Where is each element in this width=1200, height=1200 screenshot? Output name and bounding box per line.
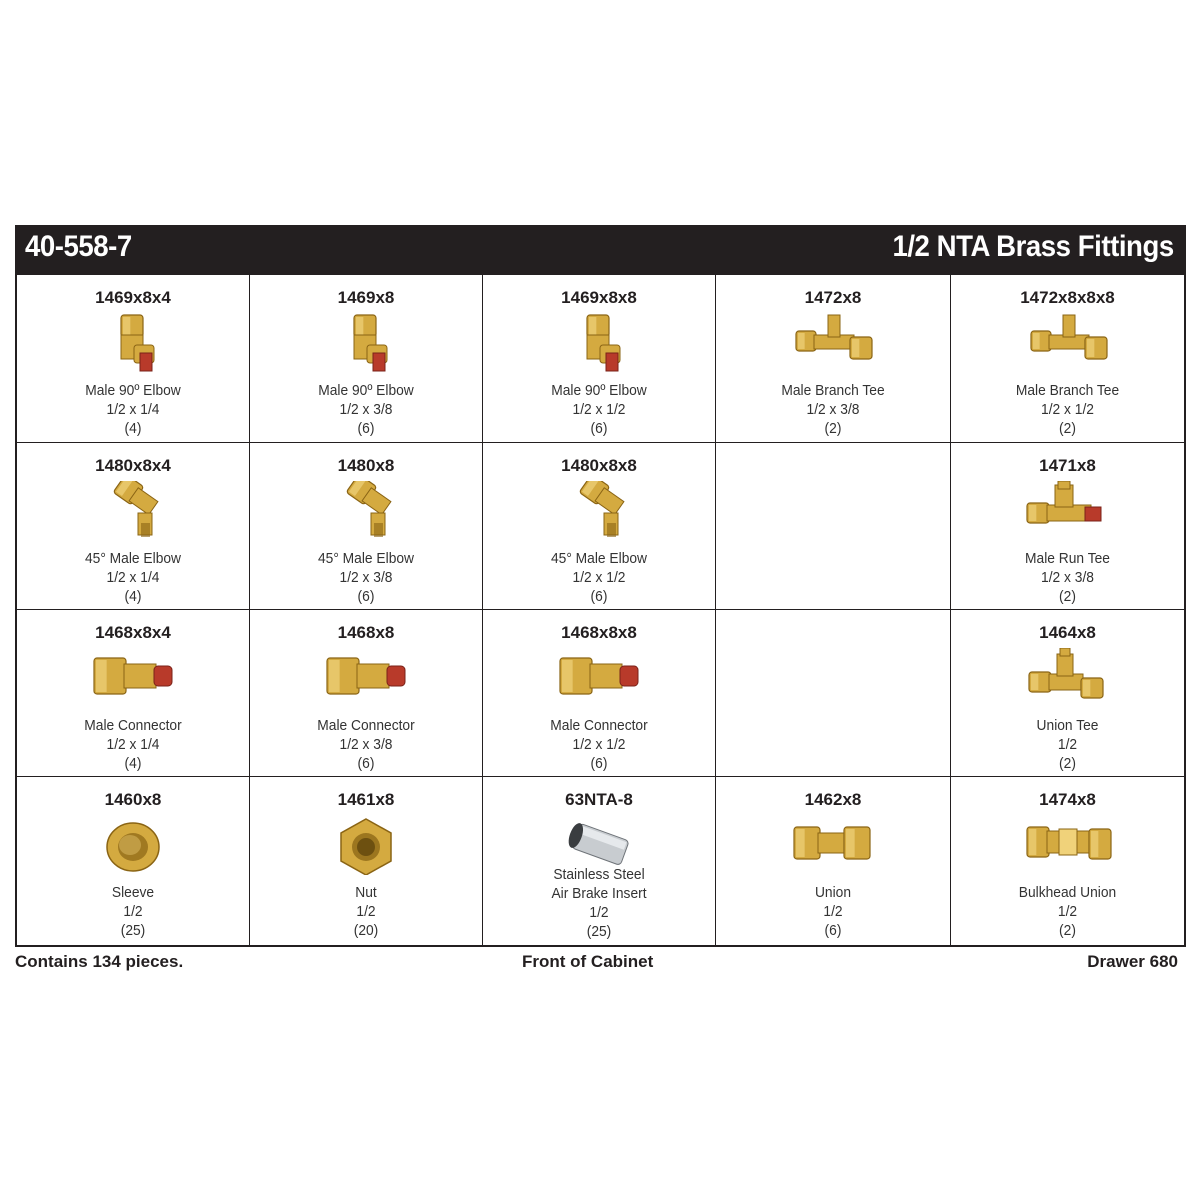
part-code: 1472x8 [804,288,862,307]
fitting-description [250,549,482,606]
male-90-elbow-icon [321,313,411,373]
union-icon [788,815,878,875]
page-title: 1/2 NTA Brass Fittings [892,230,1174,263]
part-code: 1468x8 [337,623,395,642]
male-run-tee-icon [1023,481,1113,541]
fitting-description [17,883,249,940]
fittings-grid [15,275,1186,947]
part-code: 1469x8x4 [95,288,171,307]
quantity-label: (2) [1059,922,1076,939]
description-line: 1/2 x 3/8 [339,401,393,418]
description-line: 1/2 [823,903,843,920]
quantity-label: (2) [1059,755,1076,772]
description-line: 1/2 x 3/8 [339,569,393,586]
quantity-label: (2) [1059,588,1076,605]
fitting-cell [716,275,951,443]
fitting-description [250,883,482,940]
description-line: 1/2 [1057,903,1078,920]
description-line: 1/2 x 3/8 [1041,569,1094,586]
description-line: Male Run Tee [1025,550,1110,567]
description-line: Male 90º Elbow [318,382,414,399]
quantity-label: (25) [120,922,146,939]
fitting-cell [716,777,951,945]
fitting-cell [951,777,1184,945]
header-bar [15,225,1186,275]
quantity-label: (4) [124,420,142,437]
part-code: 63NTA-8 [565,790,633,809]
part-code: 1480x8x8 [561,456,637,475]
fitting-cell [951,275,1184,443]
description-line: 1/2 x 1/2 [1041,401,1094,418]
male-90-elbow-icon [554,313,644,373]
fitting-cell [250,443,483,610]
male-connector-icon [88,648,178,708]
part-code: 1460x8 [104,790,162,809]
description-line: 1/2 [356,903,376,920]
part-code: 1469x8x8 [561,288,637,307]
fitting-description [951,883,1184,940]
part-code: 1461x8 [337,790,395,809]
fitting-cell [483,443,716,610]
male-branch-tee-icon [788,313,878,373]
quantity-label: (6) [357,420,375,437]
male-branch-tee-icon [1023,313,1113,373]
quantity-label: (4) [124,755,142,772]
description-line: Male Connector [84,717,182,734]
description-line: Male Branch Tee [781,382,885,399]
description-line: Union Tee [1036,717,1099,734]
description-line: Air Brake Insert [551,885,647,902]
fitting-description [483,716,715,773]
part-code: 1480x8x4 [95,456,171,475]
fitting-description [17,716,249,773]
part-code: 1474x8 [1039,790,1096,809]
fitting-description [250,381,482,438]
fitting-description [250,716,482,773]
description-line: Male 90º Elbow [85,382,181,399]
description-line: 1/2 x 1/4 [106,569,160,586]
part-code: 1468x8x8 [561,623,637,642]
nut-icon [321,815,411,875]
fitting-description [17,549,249,606]
description-line: Male Connector [550,717,648,734]
footer-piece-count: Contains 134 pieces. [15,952,184,971]
footer-cabinet-label: Front of Cabinet [522,952,654,971]
part-code: 1468x8x4 [95,623,171,642]
description-line: Bulkhead Union [1018,884,1117,901]
quantity-label: (2) [1059,420,1076,437]
quantity-label: (6) [824,922,842,939]
fitting-cell [17,610,250,777]
description-line: Nut [355,884,377,901]
description-line: 1/2 x 3/8 [806,401,860,418]
bulkhead-union-icon [1023,815,1113,875]
quantity-label: (6) [357,588,375,605]
union-tee-icon [1023,648,1113,708]
quantity-label: (20) [353,922,379,939]
quantity-label: (2) [824,420,842,437]
fitting-cell [250,610,483,777]
empty-cell [716,443,951,610]
part-code: 1462x8 [804,790,862,809]
fitting-description [951,716,1184,773]
description-line: Male Branch Tee [1015,382,1120,399]
description-line: 1/2 x 1/2 [572,401,626,418]
empty-cell [716,610,951,777]
part-code: 1471x8 [1039,456,1096,475]
fitting-cell [483,777,716,945]
part-code: 1480x8 [337,456,395,475]
fitting-description [951,549,1184,606]
quantity-label: (25) [586,923,612,940]
fitting-description [483,549,715,606]
description-line: 1/2 x 1/2 [572,569,626,586]
description-line: 1/2 [589,904,609,921]
description-line: 1/2 x 3/8 [339,736,393,753]
description-line: Sleeve [111,884,155,901]
45-male-elbow-icon [321,481,411,541]
fitting-cell [17,443,250,610]
male-90-elbow-icon [88,313,178,373]
fitting-cell [250,777,483,945]
description-line: Male Connector [317,717,415,734]
quantity-label: (4) [124,588,142,605]
male-connector-icon [554,648,644,708]
description-line: 45° Male Elbow [84,550,182,567]
part-number: 40-558-7 [25,230,132,263]
fitting-cell [17,777,250,945]
description-line: 1/2 [1057,736,1078,753]
part-code: 1469x8 [337,288,395,307]
description-line: 1/2 x 1/2 [572,736,626,753]
45-male-elbow-icon [88,481,178,541]
description-line: 45° Male Elbow [550,550,648,567]
fitting-description [716,381,950,438]
fitting-description [17,381,249,438]
description-line: Male 90º Elbow [551,382,647,399]
quantity-label: (6) [590,755,608,772]
description-line: 1/2 x 1/4 [106,401,160,418]
quantity-label: (6) [590,420,608,437]
fitting-cell [250,275,483,443]
quantity-label: (6) [357,755,375,772]
description-line: 1/2 x 1/4 [106,736,160,753]
fitting-description [716,883,950,940]
part-code: 1472x8x8x8 [1020,288,1115,307]
fitting-cell [483,610,716,777]
footer-drawer-label: Drawer 680 [1087,952,1178,971]
description-line: Stainless Steel [553,866,645,883]
fitting-cell [17,275,250,443]
sleeve-icon [88,815,178,875]
fitting-cell [951,443,1184,610]
fitting-description [483,865,715,941]
description-line: 45° Male Elbow [317,550,415,567]
fitting-cell [483,275,716,443]
fitting-cell [951,610,1184,777]
male-connector-icon [321,648,411,708]
description-line: Union [814,884,852,901]
description-line: 1/2 [123,903,143,920]
fitting-description [483,381,715,438]
quantity-label: (6) [590,588,608,605]
part-code: 1464x8 [1039,623,1096,642]
fitting-description [951,381,1184,438]
45-male-elbow-icon [554,481,644,541]
